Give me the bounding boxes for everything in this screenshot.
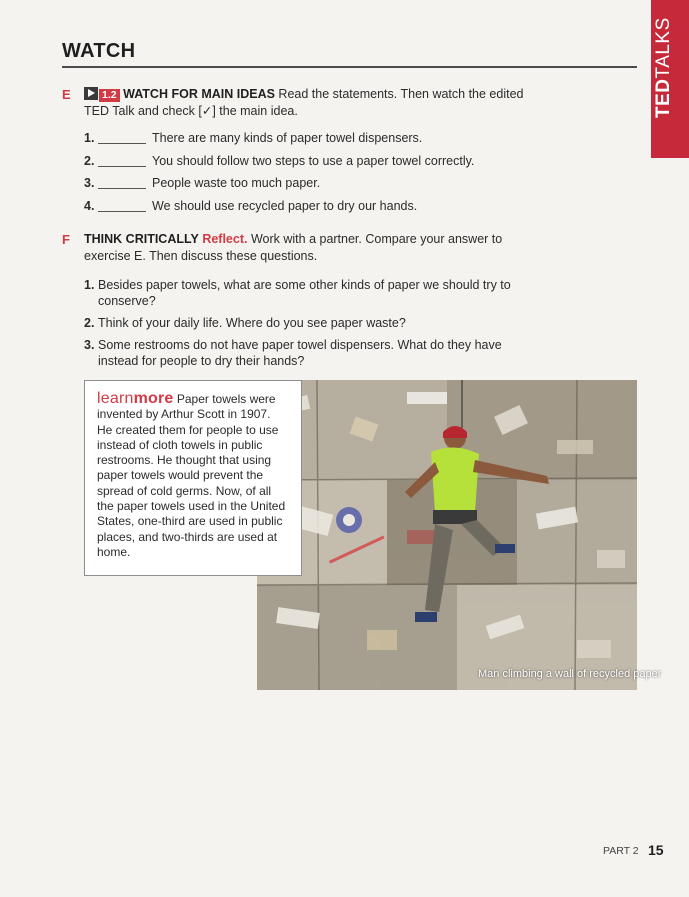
question-number: 2. — [84, 316, 95, 330]
exercise-e-title: WATCH FOR MAIN IDEAS — [123, 87, 275, 101]
exercise-e-letter: E — [62, 87, 71, 102]
exercise-f-skill: Reflect. — [202, 232, 248, 246]
page-number: 15 — [648, 842, 664, 858]
exercise-e-instructions: Read the statements. Then watch the edited TED Talk and check [✓] the main idea. — [84, 87, 524, 118]
item-statement: We should use recycled paper to dry our hands. — [152, 198, 418, 213]
discussion-question — [84, 337, 524, 369]
answer-blank[interactable] — [98, 143, 146, 144]
recycled-paper-photo — [257, 380, 637, 690]
learn-more-label: learnmore — [97, 390, 174, 407]
exercise-f-instructions: Work with a partner. Compare your answer to exercise E. Then discuss these questions. — [84, 232, 503, 263]
page-title: WATCH — [62, 40, 136, 62]
exercise-e-item — [84, 176, 514, 199]
exercise-f-heading — [84, 231, 514, 265]
item-number: 4. — [84, 198, 95, 213]
question-text: Besides paper towels, what are some other kinds of paper we should try to conserve? — [98, 278, 511, 308]
item-number: 1. — [84, 131, 95, 145]
question-number: 1. — [84, 278, 95, 292]
exercise-e-item — [84, 199, 514, 222]
discussion-question — [84, 277, 524, 309]
ted-talks-tab — [651, 0, 689, 158]
exercise-e-item — [84, 131, 514, 154]
footer-part-label: PART 2 — [603, 845, 639, 857]
answer-blank[interactable] — [98, 188, 146, 189]
discussion-question — [84, 315, 524, 331]
item-number: 2. — [84, 153, 95, 168]
item-statement: People waste too much paper. — [152, 176, 321, 190]
photo-caption: Man climbing a wall of recycled paper — [478, 668, 662, 680]
exercise-e-item — [84, 154, 514, 177]
answer-blank[interactable] — [98, 211, 146, 212]
video-play-icon[interactable] — [84, 87, 98, 100]
video-number-badge: 1.2 — [99, 89, 120, 102]
answer-blank[interactable] — [98, 166, 146, 167]
header-divider — [62, 66, 637, 68]
item-number: 3. — [84, 176, 95, 190]
question-text: Some restrooms do not have paper towel dispensers. What do they have instead for people to dry their hands? — [98, 338, 502, 368]
learn-more-box — [84, 380, 302, 576]
photo-illustration — [257, 380, 637, 690]
question-number: 3. — [84, 338, 95, 352]
exercise-f-questions — [84, 277, 524, 375]
exercise-e-heading — [84, 86, 524, 120]
bleed-through-text — [470, 44, 473, 58]
item-statement: You should follow two steps to use a paper towel correctly. — [152, 153, 475, 168]
exercise-e-items — [84, 131, 514, 221]
learn-more-text: Paper towels were invented by Arthur Scott in 1907. He created them for people to use instead of cloth towels in public restrooms. He thought that using paper towels would prevent the spread of cold germs. Now, of all the paper towels used in the United States, one-third are used in public places, and two-thirds are used at home. — [97, 392, 286, 559]
ted-talks-label: TEDTALKS — [653, 17, 674, 118]
exercise-f-title: THINK CRITICALLY — [84, 232, 199, 246]
question-text: Think of your daily life. Where do you see paper waste? — [98, 316, 406, 330]
item-statement: There are many kinds of paper towel dispensers. — [152, 131, 423, 145]
exercise-f-letter: F — [62, 232, 70, 247]
